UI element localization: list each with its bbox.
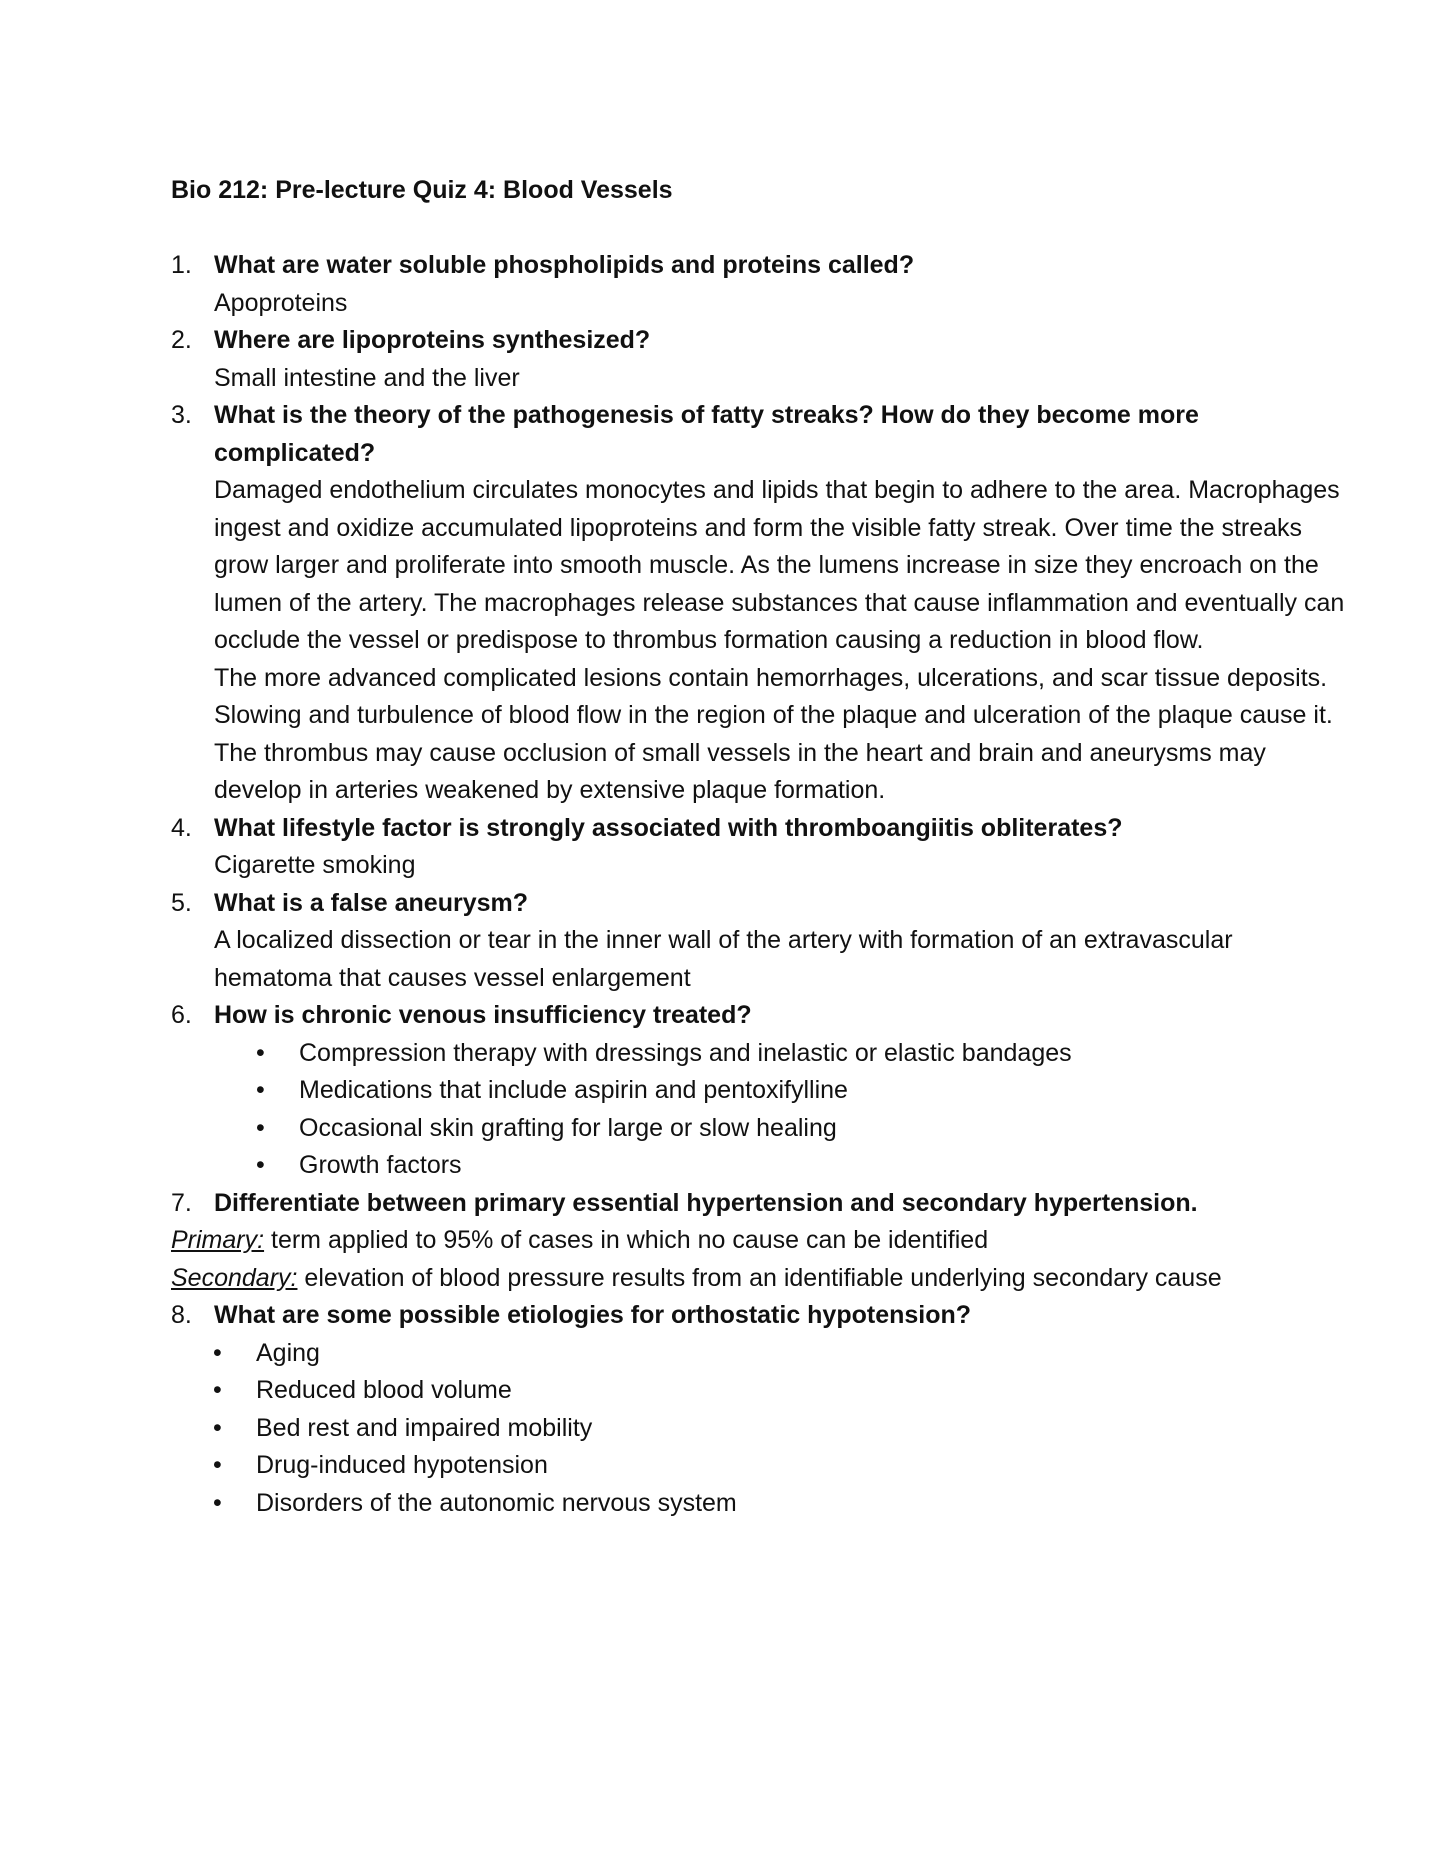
- question-item-3: [171, 397, 1351, 810]
- document-title: Bio 212: Pre-lecture Quiz 4: Blood Vessels: [171, 176, 673, 204]
- list-item-text: Aging: [256, 1338, 320, 1367]
- list-item-text: Reduced blood volume: [256, 1376, 512, 1404]
- question-item-5: [171, 885, 1351, 998]
- definition-primary: [171, 1222, 1351, 1260]
- definition-text: elevation of blood pressure results from an identifiable underlying secondary cause: [297, 1263, 1222, 1292]
- list-item: [171, 1485, 1351, 1523]
- list-item-text: Drug-induced hypotension: [256, 1451, 548, 1479]
- bullet-icon: •: [213, 1413, 222, 1442]
- definition-secondary: [171, 1260, 1351, 1298]
- list-item: [171, 1335, 1351, 1373]
- list-item-text: Medications that include aspirin and pentoxifylline: [299, 1076, 848, 1104]
- question-number: 7.: [171, 1188, 192, 1217]
- question-number: 5.: [171, 888, 192, 917]
- definition-term: Secondary:: [171, 1263, 298, 1292]
- list-item: [171, 1447, 1351, 1485]
- definition-text: term applied to 95% of cases in which no cause can be identified: [264, 1226, 989, 1254]
- question-number: 1.: [171, 251, 192, 279]
- list-item: [171, 1410, 1351, 1448]
- list-item-text: Occasional skin grafting for large or slow healing: [299, 1113, 837, 1142]
- bullet-list-wrapper: [171, 1335, 1351, 1523]
- answer-text: A localized dissection or tear in the inner wall of the artery with formation of an extravascular hematoma that causes vessel enlargement: [214, 926, 1233, 992]
- question-number: 3.: [171, 401, 192, 429]
- bullet-icon: •: [213, 1451, 222, 1479]
- answer-text: Small intestine and the liver: [214, 363, 520, 392]
- bullet-icon: •: [213, 1488, 222, 1517]
- list-item: [214, 1110, 1351, 1148]
- answer-text: Cigarette smoking: [214, 851, 416, 879]
- question-text: What lifestyle factor is strongly associated with thromboangiitis obliterates?: [214, 813, 1123, 842]
- question-list: [171, 247, 1351, 1522]
- list-item-text: Bed rest and impaired mobility: [256, 1413, 593, 1442]
- question-text: What is a false aneurysm?: [214, 888, 529, 917]
- question-text: How is chronic venous insufficiency treated?: [214, 1001, 752, 1029]
- question-item-6: [171, 997, 1351, 1185]
- bullet-list: [171, 1335, 1351, 1523]
- list-item-text: Growth factors: [299, 1151, 462, 1179]
- bullet-icon: •: [213, 1338, 222, 1367]
- list-item-text: Disorders of the autonomic nervous system: [256, 1488, 737, 1517]
- question-item-2: [171, 322, 1351, 397]
- list-item: [214, 1147, 1351, 1185]
- question-item-7: [171, 1185, 1351, 1298]
- question-number: 4.: [171, 813, 192, 842]
- bullet-icon: •: [256, 1076, 265, 1104]
- list-item: [171, 1372, 1351, 1410]
- list-item: [214, 1035, 1351, 1073]
- list-item: [214, 1072, 1351, 1110]
- bullet-icon: •: [256, 1038, 265, 1067]
- answer-paragraph: The more advanced complicated lesions contain hemorrhages, ulcerations, and scar tissue deposits. Slowing and turbulence of blood flow in the region of the plaque and ulceration of the plaque cause it. The thrombus may cause occlusion of small vessels in the heart and brain and aneurysms may develop in arteries weakened by extensive plaque formation.: [214, 663, 1333, 804]
- bullet-icon: •: [256, 1151, 265, 1179]
- question-item-1: [171, 247, 1351, 322]
- question-text: What are water soluble phospholipids and proteins called?: [214, 251, 915, 279]
- answer-text: Apoproteins: [214, 288, 348, 317]
- question-item-8: [171, 1297, 1351, 1522]
- question-text: What is the theory of the pathogenesis of fatty streaks? How do they become more complicated?: [214, 401, 1199, 467]
- question-number: 6.: [171, 1001, 192, 1029]
- list-item-text: Compression therapy with dressings and inelastic or elastic bandages: [299, 1038, 1072, 1067]
- answer-paragraph: Damaged endothelium circulates monocytes and lipids that begin to adhere to the area. Macrophages ingest and oxidize accumulated lipoproteins and form the visible fatty streak. Over time the streaks grow larger and proliferate into smooth muscle. As the lumens increase in size they encroach on the lumen of the artery. The macrophages release substances that cause inflammation and eventually can occlude the vessel or predispose to thrombus formation causing a reduction in blood flow.: [214, 476, 1345, 654]
- bullet-icon: •: [213, 1376, 222, 1404]
- bullet-list: [214, 1035, 1351, 1185]
- question-item-4: [171, 810, 1351, 885]
- definition-term: Primary:: [171, 1226, 265, 1254]
- question-text: Differentiate between primary essential hypertension and secondary hypertension.: [214, 1188, 1198, 1217]
- question-text: Where are lipoproteins synthesized?: [214, 326, 651, 354]
- question-number: 2.: [171, 326, 192, 354]
- bullet-icon: •: [256, 1113, 265, 1142]
- question-text: What are some possible etiologies for orthostatic hypotension?: [214, 1301, 972, 1329]
- question-number: 8.: [171, 1301, 192, 1329]
